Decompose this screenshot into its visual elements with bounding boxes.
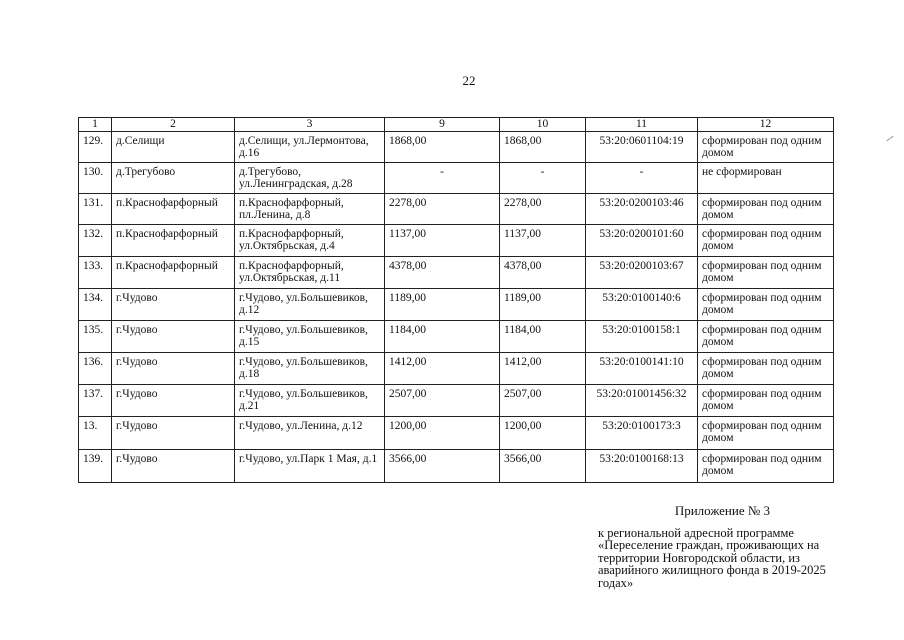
table-cell: 2507,00 xyxy=(385,385,500,417)
stray-pen-mark xyxy=(886,136,893,141)
table-cell: 136. xyxy=(79,353,112,385)
table-row xyxy=(79,385,834,417)
table-cell: 53:20:0100158:1 xyxy=(586,321,698,353)
table-row xyxy=(79,353,834,385)
table-cell: г.Чудово, ул.Большевиков, д.21 xyxy=(235,385,385,417)
appendix-title: Приложение № 3 xyxy=(674,503,770,518)
table-cell: сформирован под одним домом xyxy=(698,385,834,417)
table-cell: 1868,00 xyxy=(385,132,500,163)
header-cell: 12 xyxy=(698,118,834,132)
table-cell: 1412,00 xyxy=(385,353,500,385)
table-cell: д.Селищи xyxy=(112,132,235,163)
table-cell: 129. xyxy=(79,132,112,163)
table-cell: г.Чудово xyxy=(112,417,235,450)
table-cell: сформирован под одним домом xyxy=(698,321,834,353)
table-row xyxy=(79,257,834,289)
table-cell: 132. xyxy=(79,225,112,257)
table-row xyxy=(79,321,834,353)
table-cell: п.Краснофарфорный, ул.Октябрьская, д.11 xyxy=(235,257,385,289)
table-cell: п.Краснофарфорный, ул.Октябрьская, д.4 xyxy=(235,225,385,257)
table-cell: 1184,00 xyxy=(500,321,586,353)
table-cell: п.Краснофарфорный xyxy=(112,194,235,225)
table-cell: г.Чудово, ул.Большевиков, д.18 xyxy=(235,353,385,385)
table-cell: 4378,00 xyxy=(385,257,500,289)
table-cell: г.Чудово, ул.Большевиков, д.15 xyxy=(235,321,385,353)
page-number: 22 xyxy=(462,73,476,88)
table-cell: 53:20:0100173:3 xyxy=(586,417,698,450)
table-row xyxy=(79,450,834,483)
table-cell: сформирован под одним домом xyxy=(698,257,834,289)
table-cell: 53:20:0100141:10 xyxy=(586,353,698,385)
table-cell: д.Трегубово, ул.Ленинградская, д.28 xyxy=(235,163,385,194)
appendix-block xyxy=(598,505,848,589)
table-cell: 13. xyxy=(79,417,112,450)
table-cell: д.Трегубово xyxy=(112,163,235,194)
settlement-table xyxy=(78,117,834,483)
table-cell: 2278,00 xyxy=(500,194,586,225)
table-cell: сформирован под одним домом xyxy=(698,225,834,257)
table-cell: - xyxy=(500,163,586,194)
table-cell: п.Краснофарфорный xyxy=(112,225,235,257)
table-cell: 2507,00 xyxy=(500,385,586,417)
header-cell: 10 xyxy=(500,118,586,132)
table-cell: сформирован под одним домом xyxy=(698,132,834,163)
table-cell: 2278,00 xyxy=(385,194,500,225)
table-cell: 135. xyxy=(79,321,112,353)
table-row xyxy=(79,132,834,163)
table-cell: 53:20:0601104:19 xyxy=(586,132,698,163)
table-row xyxy=(79,417,834,450)
table-cell: 1189,00 xyxy=(385,289,500,321)
appendix-text: к региональной адресной программе «Переселение граждан, проживающих на территории Новгородской области, из аварийного жилищного фонда в 2019-2025 годах» xyxy=(598,525,826,590)
table-cell: - xyxy=(586,163,698,194)
table-cell: г.Чудово xyxy=(112,450,235,483)
table-cell: 134. xyxy=(79,289,112,321)
table-cell: 1184,00 xyxy=(385,321,500,353)
table-cell: сформирован под одним домом xyxy=(698,353,834,385)
table-cell: сформирован под одним домом xyxy=(698,450,834,483)
table-cell: 1137,00 xyxy=(385,225,500,257)
table-cell: п.Краснофарфорный, пл.Ленина, д.8 xyxy=(235,194,385,225)
table-cell: 53:20:01001456:32 xyxy=(586,385,698,417)
table-cell: 53:20:0200103:67 xyxy=(586,257,698,289)
table-cell: г.Чудово xyxy=(112,385,235,417)
table-cell: не сформирован xyxy=(698,163,834,194)
table-row xyxy=(79,289,834,321)
table-cell: 53:20:0100140:6 xyxy=(586,289,698,321)
table-cell: 53:20:0200103:46 xyxy=(586,194,698,225)
table-cell: г.Чудово xyxy=(112,353,235,385)
table-cell: г.Чудово, ул.Ленина, д.12 xyxy=(235,417,385,450)
table-cell: 1189,00 xyxy=(500,289,586,321)
table-cell: - xyxy=(385,163,500,194)
table-cell: 133. xyxy=(79,257,112,289)
table-header-row xyxy=(79,118,834,132)
table-cell: 1412,00 xyxy=(500,353,586,385)
table-cell: 130. xyxy=(79,163,112,194)
table-cell: 137. xyxy=(79,385,112,417)
table-row xyxy=(79,194,834,225)
table-cell: 131. xyxy=(79,194,112,225)
table-cell: 1868,00 xyxy=(500,132,586,163)
table-cell: п.Краснофарфорный xyxy=(112,257,235,289)
table-cell: сформирован под одним домом xyxy=(698,289,834,321)
table-cell: 4378,00 xyxy=(500,257,586,289)
table-cell: 1200,00 xyxy=(500,417,586,450)
table-cell: 3566,00 xyxy=(385,450,500,483)
header-cell: 2 xyxy=(112,118,235,132)
header-cell: 11 xyxy=(586,118,698,132)
table-cell: 1200,00 xyxy=(385,417,500,450)
table-row xyxy=(79,225,834,257)
table-cell: г.Чудово xyxy=(112,321,235,353)
table-cell: г.Чудово, ул.Большевиков, д.12 xyxy=(235,289,385,321)
table-cell: 1137,00 xyxy=(500,225,586,257)
table-cell: г.Чудово xyxy=(112,289,235,321)
table-cell: 139. xyxy=(79,450,112,483)
table-row xyxy=(79,163,834,194)
header-cell: 3 xyxy=(235,118,385,132)
table-cell: д.Селищи, ул.Лермонтова, д.16 xyxy=(235,132,385,163)
header-cell: 1 xyxy=(79,118,112,132)
table-cell: г.Чудово, ул.Парк 1 Мая, д.1 xyxy=(235,450,385,483)
table-cell: 3566,00 xyxy=(500,450,586,483)
table-cell: сформирован под одним домом xyxy=(698,194,834,225)
header-cell: 9 xyxy=(385,118,500,132)
table-cell: сформирован под одним домом xyxy=(698,417,834,450)
table-cell: 53:20:0100168:13 xyxy=(586,450,698,483)
table-cell: 53:20:0200101:60 xyxy=(586,225,698,257)
